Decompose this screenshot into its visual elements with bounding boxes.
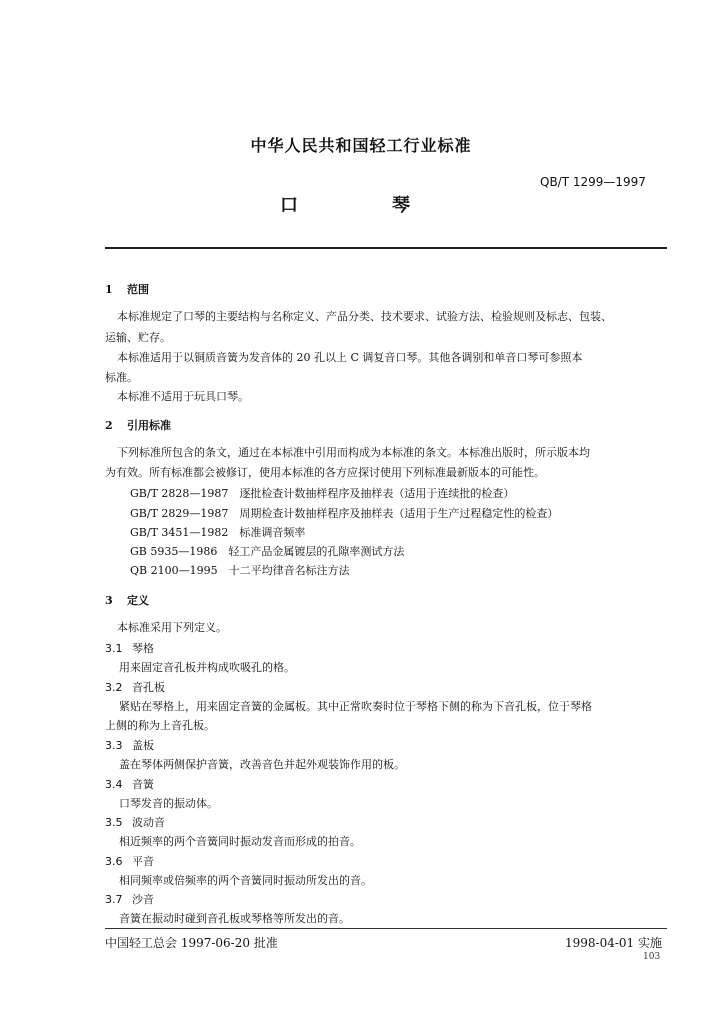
paragraph-line: 下列标准所包含的条文，通过在本标准中引用而构成为本标准的条文。本标准出版时，所示版本均 <box>117 446 590 459</box>
section-heading-1 <box>105 281 149 297</box>
reference-item: GB/T 2829—1987 周期检查计数抽样程序及抽样表（适用于生产过程稳定性的检查） <box>130 507 559 520</box>
standard-title: 中华人民共和国轻工行业标准 <box>250 136 472 155</box>
header-divider <box>105 247 667 249</box>
definition-text: 盖在琴体两侧保护音簧，改善音色并起外观装饰作用的板。 <box>119 758 405 771</box>
reference-item: GB/T 3451—1982 标准调音频率 <box>130 526 306 539</box>
definition-text: 音簧在振动时碰到音孔板或琴格等所发出的音。 <box>119 912 350 925</box>
paragraph-line: 本标准采用下列定义。 <box>117 621 227 634</box>
definition-number: 3.7 <box>105 893 123 906</box>
paragraph-line: 运输、贮存。 <box>105 331 171 344</box>
standard-code: QB/T 1299—1997 <box>540 175 646 189</box>
definition-text: 相同频率或倍频率的两个音簧同时振动所发出的音。 <box>119 874 372 887</box>
definition-text: 用来固定音孔板并构成吹吸孔的格。 <box>119 661 295 674</box>
document-title: 口 琴 <box>280 195 448 216</box>
definition-heading <box>105 737 154 753</box>
definition-term: 波动音 <box>132 816 165 829</box>
reference-item: GB 5935—1986 轻工产品金属镀层的孔隙率测试方法 <box>130 545 405 558</box>
page-number: 103 <box>643 952 661 962</box>
effective-date: 1998-04-01 实施 <box>565 936 663 950</box>
paragraph-line: 为有效。所有标准都会被修订，使用本标准的各方应探讨使用下列标准最新版本的可能性。 <box>105 466 545 479</box>
definition-number: 3.4 <box>105 778 123 791</box>
paragraph-line: 本标准不适用于玩具口琴。 <box>117 390 249 403</box>
definition-number: 3.3 <box>105 739 123 752</box>
definition-text: 上侧的称为上音孔板。 <box>105 719 215 732</box>
definition-number: 3.1 <box>105 642 123 655</box>
definition-text: 紧贴在琴格上，用来固定音簧的金属板。其中正常吹奏时位于琴格下侧的称为下音孔板，位于琴格 <box>119 700 592 713</box>
definition-heading <box>105 640 154 656</box>
definition-number: 3.6 <box>105 855 123 868</box>
definition-term: 音簧 <box>132 778 154 791</box>
definition-term: 平音 <box>132 855 154 868</box>
paragraph-line: 标准。 <box>105 371 138 384</box>
approval-date: 中国轻工总会 1997-06-20 批准 <box>105 936 278 950</box>
reference-item: GB/T 2828—1987 逐批检查计数抽样程序及抽样表（适用于连续批的检查） <box>130 487 515 500</box>
definition-heading <box>105 776 154 792</box>
definition-term: 沙音 <box>132 893 154 906</box>
reference-item: QB 2100—1995 十二平均律音名标注方法 <box>130 564 350 577</box>
section-number: 3 <box>105 594 113 607</box>
section-number: 2 <box>105 419 113 432</box>
definition-term: 音孔板 <box>132 681 165 694</box>
section-title: 引用标准 <box>127 419 171 432</box>
section-heading-3 <box>105 592 149 608</box>
footer-divider <box>105 928 667 929</box>
definition-term: 盖板 <box>132 739 154 752</box>
definition-number: 3.2 <box>105 681 123 694</box>
section-title: 范围 <box>127 283 149 296</box>
definition-heading <box>105 814 165 830</box>
paragraph-line: 本标准适用于以铜质音簧为发音体的 20 孔以上 C 调复音口琴。其他各调别和单音口琴可参照本 <box>117 351 583 364</box>
section-title: 定义 <box>127 594 149 607</box>
definition-heading <box>105 891 154 907</box>
section-heading-2 <box>105 417 171 433</box>
definition-number: 3.5 <box>105 816 123 829</box>
definition-text: 口琴发音的振动体。 <box>119 797 218 810</box>
definition-heading <box>105 679 165 695</box>
definition-text: 相近频率的两个音簧同时振动发音而形成的拍音。 <box>119 835 361 848</box>
definition-heading <box>105 853 154 869</box>
definition-term: 琴格 <box>132 642 154 655</box>
paragraph-line: 本标准规定了口琴的主要结构与名称定义、产品分类、技术要求、试验方法、检验规则及标志、包装、 <box>117 310 612 323</box>
section-number: 1 <box>105 283 113 296</box>
